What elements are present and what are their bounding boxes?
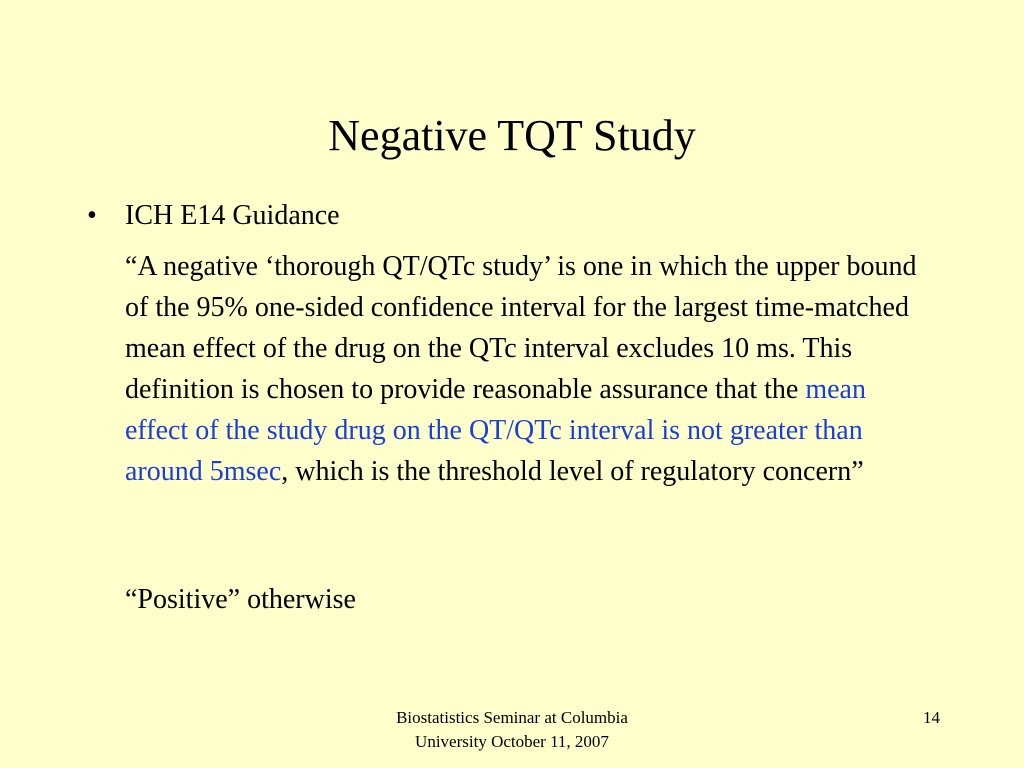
positive-otherwise-text: “Positive” otherwise [125, 584, 356, 615]
footer-line-2: University October 11, 2007 [415, 732, 609, 751]
quote-text-part2: , which is the threshold level of regulatory concern” [281, 456, 864, 487]
guidance-quote [125, 246, 925, 492]
footer-line-1: Biostatistics Seminar at Columbia [396, 708, 628, 727]
footer [362, 706, 662, 754]
quote-highlight: mean effect of the study drug on the QT/QTc interval is not greater than around 5msec [125, 374, 866, 487]
bullet-text: ICH E14 Guidance [125, 200, 340, 231]
slide-title: Negative TQT Study [328, 111, 696, 160]
bullet-item [87, 196, 340, 236]
page-number: 14 [923, 708, 940, 727]
quote-text-part1: “A negative ‘thorough QT/QTc study’ is one in which the upper bound of the 95% one-sided confidence interval for the largest time-matched mean effect of the drug on the QTc interval excludes 10 ms. This definition is chosen to provide reasonable assurance that the [125, 251, 917, 405]
bullet-icon: • [87, 200, 97, 231]
